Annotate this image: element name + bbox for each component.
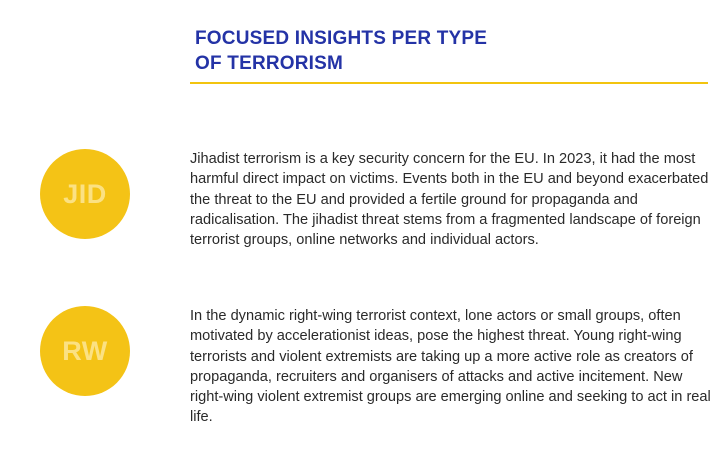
right-wing-description: In the dynamic right-wing terrorist context, lone actors or small groups, often motivated by accelerationist ideas, pose the highest threat. Young right-wing terrorists and violent extremists are taking up a more active role as creators of propaganda, recruiters and organisers of attacks and active incitement. New right-wing violent extremist groups are emerging online and seeking to act in real life. [190, 308, 711, 426]
section-heading [195, 26, 487, 76]
heading-line-2: OF TERRORISM [195, 53, 344, 74]
heading-underline [190, 82, 708, 84]
jihadist-description: Jihadist terrorism is a key security concern for the EU. In 2023, it had the most harmful direct impact on victims. Events both in the EU and beyond exacerbated the threat to the EU and provided a fertile ground for propaganda and radicalisation. The jihadist threat stems from a fragmented landscape of foreign terrorist groups, online networks and individual actors. [190, 151, 709, 249]
heading-line-1: FOCUSED INSIGHTS PER TYPE [195, 28, 488, 49]
jihadist-badge: JID [40, 149, 130, 239]
right-wing-badge: RW [40, 306, 130, 396]
